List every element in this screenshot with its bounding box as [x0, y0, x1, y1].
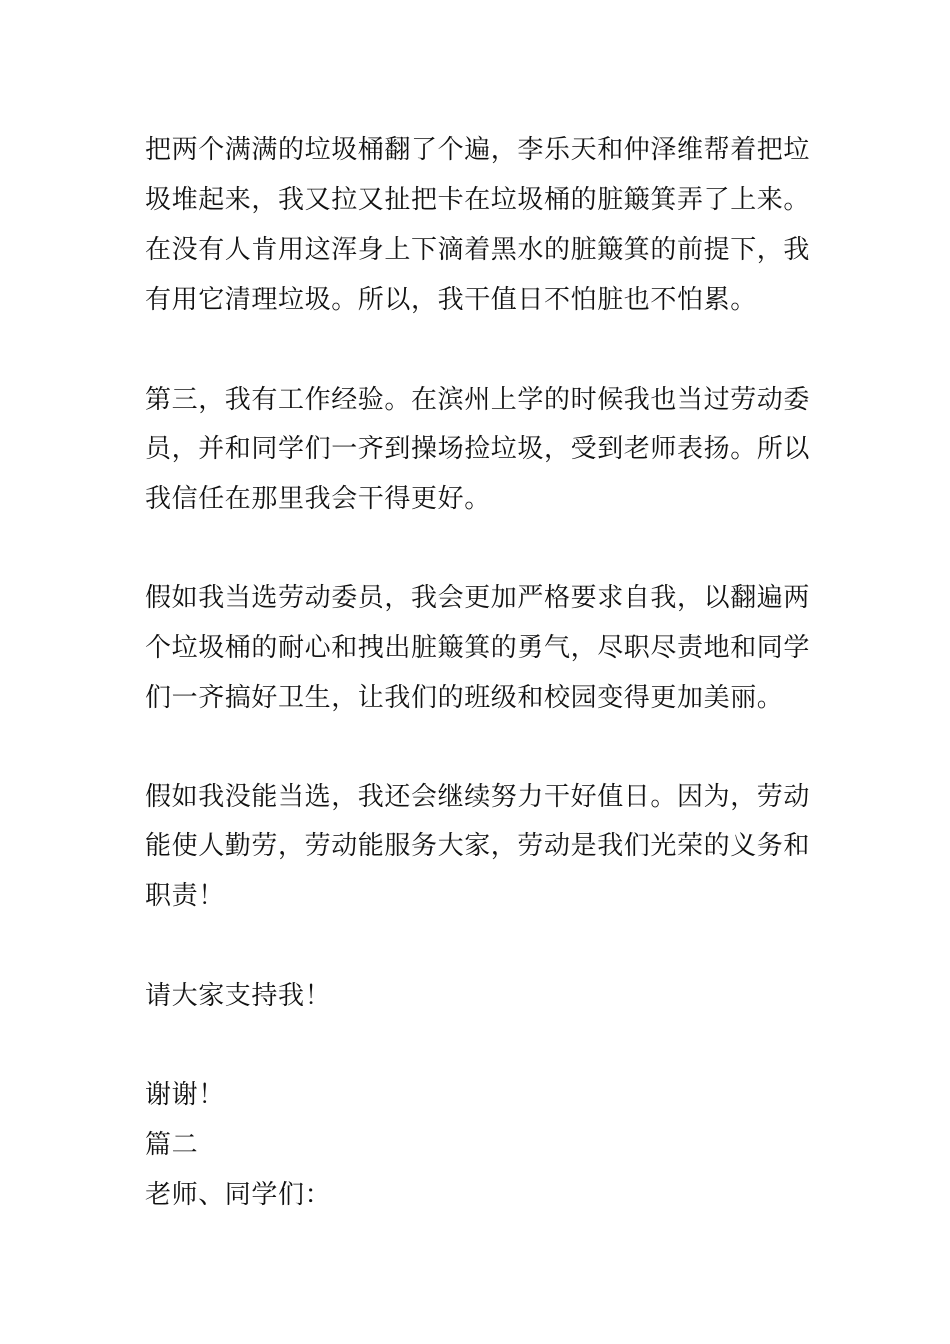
paragraph-2-line-2: 员，并和同学们一齐到操场捡垃圾，受到老师表扬。所以 [145, 434, 811, 464]
paragraph-1-line-3: 在没有人肯用这浑身上下滴着黑水的脏簸箕的前提下，我 [145, 235, 811, 265]
paragraph-1-line-2: 圾堆起来，我又拉又扯把卡在垃圾桶的脏簸箕弄了上来。 [145, 185, 811, 215]
paragraph-1-line-1: 把两个满满的垃圾桶翻了个遍，李乐天和仲泽维帮着把垃 [145, 135, 811, 165]
closing-thanks: 谢谢！ [145, 1080, 225, 1110]
paragraph-2-line-3: 我信任在那里我会干得更好。 [145, 484, 491, 514]
paragraph-2-line-1: 第三，我有工作经验。在滨州上学的时候我也当过劳动委 [145, 385, 811, 415]
paragraph-4-line-1: 假如我没能当选，我还会继续努力干好值日。因为，劳动 [145, 782, 811, 812]
paragraph-4-line-2: 能使人勤劳，劳动能服务大家，劳动是我们光荣的义务和 [145, 831, 811, 861]
paragraph-4-line-3: 职责！ [145, 881, 225, 911]
paragraph-3-line-2: 个垃圾桶的耐心和拽出脏簸箕的勇气，尽职尽责地和同学 [145, 633, 811, 663]
paragraph-5-line-1: 请大家支持我！ [145, 981, 332, 1011]
paragraph-1-line-4: 有用它清理垃圾。所以，我干值日不怕脏也不怕累。 [145, 285, 757, 315]
paragraph-3-line-1: 假如我当选劳动委员，我会更加严格要求自我，以翻遍两 [145, 583, 811, 613]
salutation: 老师、同学们： [145, 1180, 332, 1210]
section-heading-part-two: 篇二 [145, 1130, 199, 1160]
paragraph-3-line-3: 们一齐搞好卫生，让我们的班级和校园变得更加美丽。 [145, 683, 784, 713]
